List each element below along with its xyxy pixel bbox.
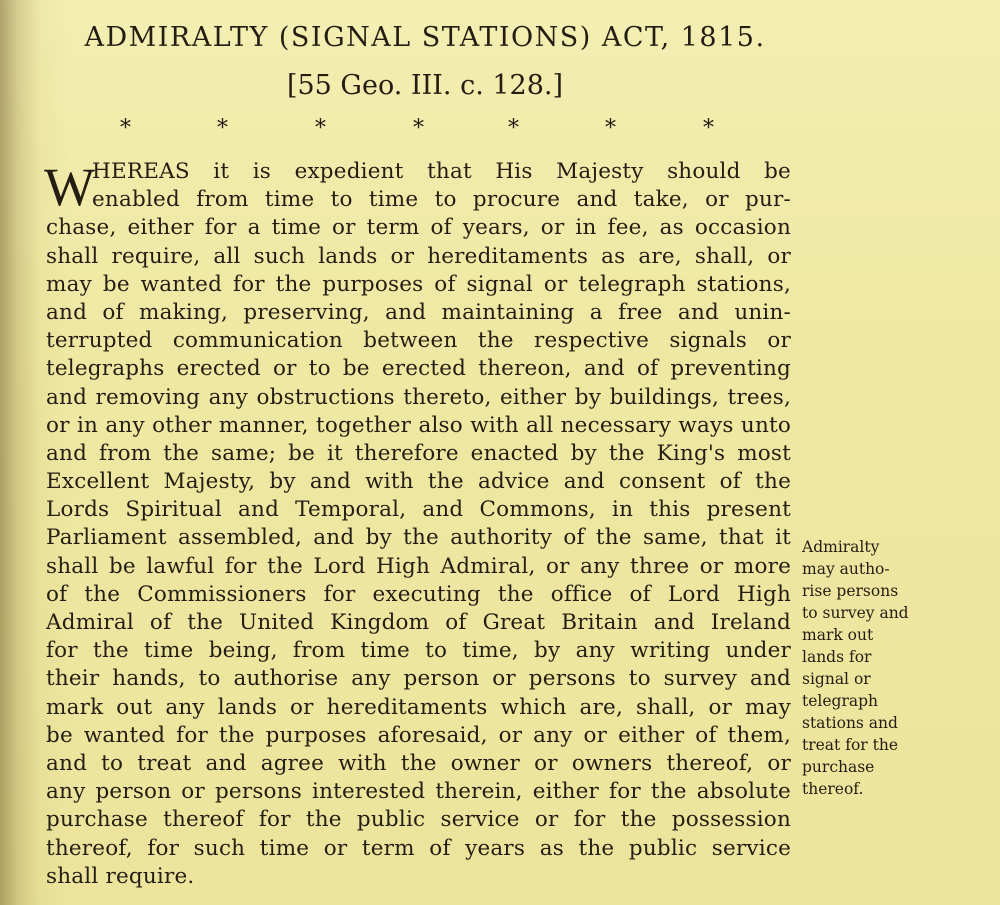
margin-note-line: mark out bbox=[802, 626, 874, 644]
text-line: Lords Spiritual and Temporal, and Commons, in this present bbox=[46, 497, 791, 523]
asterisk: * bbox=[217, 116, 228, 141]
text-line: their hands, to authorise any person or persons to survey and bbox=[46, 666, 791, 692]
margin-note-line: Admiralty bbox=[802, 538, 880, 556]
asterisk: * bbox=[605, 116, 616, 141]
text-line: purchase thereof for the public service or for the possession bbox=[46, 807, 791, 833]
text-line: Parliament assembled, and by the authority of the same, that it bbox=[46, 525, 791, 551]
margin-note-line: thereof. bbox=[802, 780, 864, 798]
margin-note-line: rise persons bbox=[802, 582, 899, 600]
asterisk: * bbox=[120, 116, 131, 141]
asterisk: * bbox=[703, 116, 714, 141]
margin-note-line: lands for bbox=[802, 648, 872, 666]
margin-note-line: purchase bbox=[802, 758, 875, 776]
act-citation: [55 Geo. III. c. 128.] bbox=[286, 70, 564, 101]
margin-note-line: signal or bbox=[802, 670, 871, 688]
text-line: or in any other manner, together also with all necessary ways unto bbox=[46, 412, 791, 438]
text-line: Excellent Majesty, by and with the advice and consent of the bbox=[46, 469, 791, 495]
act-title: ADMIRALTY (SIGNAL STATIONS) ACT, 1815. bbox=[84, 22, 766, 53]
margin-note-line: stations and bbox=[802, 714, 898, 732]
margin-note-line: treat for the bbox=[802, 736, 898, 754]
text-line: be wanted for the purposes aforesaid, or any or either of them, bbox=[46, 722, 791, 748]
text-line: terrupted communication between the respective signals or bbox=[46, 328, 791, 354]
text-line: and removing any obstructions thereto, either by buildings, trees, bbox=[46, 384, 791, 410]
margin-note-line: may autho- bbox=[802, 560, 890, 578]
asterisk: * bbox=[315, 116, 326, 141]
text-line: chase, either for a time or term of years, or in fee, as occasion bbox=[46, 215, 791, 241]
text-line: Admiral of the United Kingdom of Great Britain and Ireland bbox=[46, 610, 791, 635]
text-line: enabled from time to time to procure and take, or pur- bbox=[92, 187, 791, 213]
text-line: of the Commissioners for executing the office of Lord High bbox=[46, 581, 791, 607]
margin-note-line: telegraph bbox=[802, 692, 879, 710]
text-line: may be wanted for the purposes of signal or telegraph stations, bbox=[46, 271, 791, 297]
text-line: thereof, for such time or term of years as the public service bbox=[46, 835, 791, 861]
text-line: any person or persons interested therein, either for the absolute bbox=[46, 779, 791, 805]
margin-note-line: to survey and bbox=[802, 604, 909, 622]
text-line: and of making, preserving, and maintaining a free and unin- bbox=[46, 299, 791, 325]
text-line: shall be lawful for the Lord High Admiral, or any three or more bbox=[46, 553, 791, 579]
text-line: telegraphs erected or to be erected thereon, and of preventing bbox=[46, 356, 791, 382]
margin-note bbox=[802, 536, 962, 800]
text-line: and to treat and agree with the owner or owners thereof, or bbox=[46, 750, 791, 776]
asterisk-separator bbox=[105, 118, 735, 140]
text-line: shall require, all such lands or hereditaments as are, shall, or bbox=[46, 243, 791, 269]
text-line: HEREAS it is expedient that His Majesty should be bbox=[92, 159, 791, 184]
text-line: mark out any lands or hereditaments which are, shall, or may bbox=[46, 694, 791, 720]
text-line: shall require. bbox=[46, 863, 195, 889]
asterisk: * bbox=[413, 116, 424, 141]
asterisk: * bbox=[508, 116, 519, 141]
text-line: and from the same; be it therefore enacted by the King's most bbox=[46, 440, 791, 466]
text-line: for the time being, from time to time, by any writing under bbox=[46, 638, 791, 664]
preamble-text bbox=[46, 158, 791, 891]
drop-cap: W bbox=[44, 157, 96, 217]
